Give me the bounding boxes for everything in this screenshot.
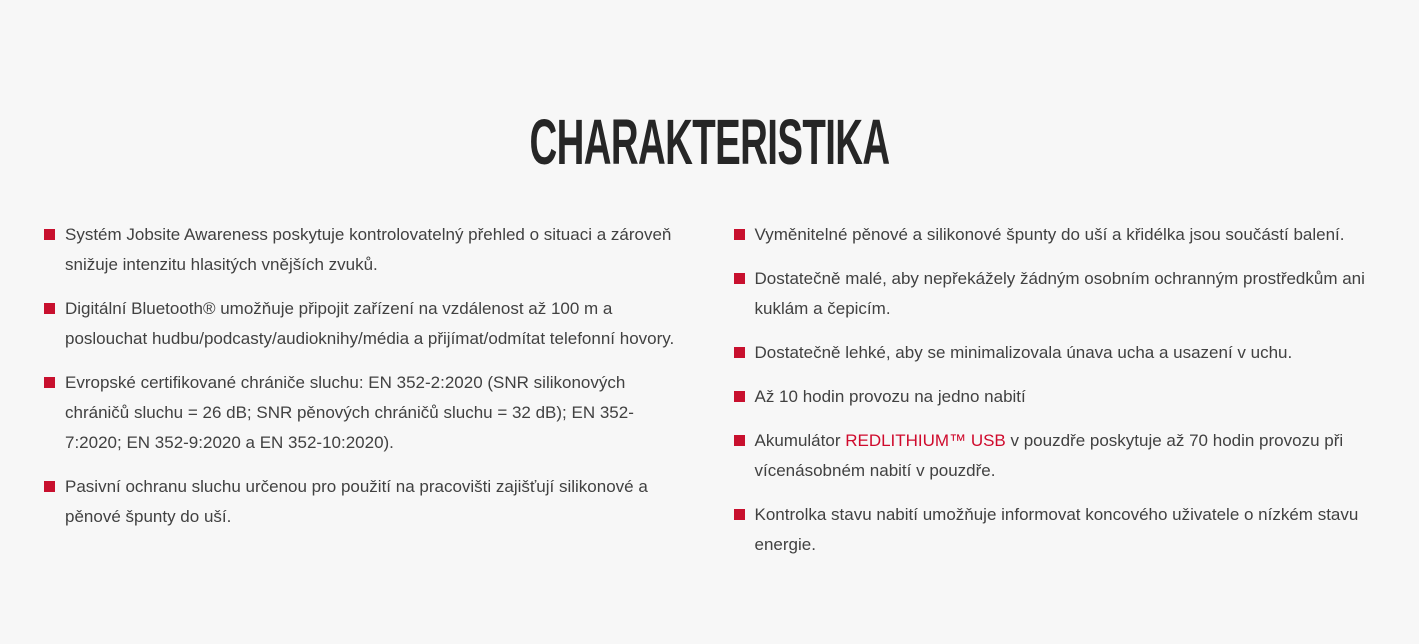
feature-item (734, 264, 1376, 324)
feature-item (44, 368, 686, 458)
feature-item (734, 338, 1376, 368)
red-square-bullet-icon (734, 229, 745, 240)
feature-item (734, 382, 1376, 412)
features-list-left (44, 220, 686, 546)
red-square-bullet-icon (734, 509, 745, 520)
red-square-bullet-icon (734, 273, 745, 284)
feature-text: Akumulátor REDLITHIUM™ USB v pouzdře poskytuje až 70 hodin provozu při vícenásobném nabití v pouzdře. (754, 431, 1344, 480)
redlithium-usb-link[interactable]: REDLITHIUM™ USB (845, 431, 1006, 450)
feature-text: Dostatečně malé, aby nepřekážely žádným osobním ochranným prostředkům ani kuklám a čepicím. (754, 269, 1365, 318)
feature-item (44, 472, 686, 532)
red-square-bullet-icon (44, 481, 55, 492)
feature-text: Kontrolka stavu nabití umožňuje informovat koncového uživatele o nízkém stavu energie. (754, 505, 1359, 554)
feature-item (44, 294, 686, 354)
red-square-bullet-icon (734, 435, 745, 446)
feature-text: Dostatečně lehké, aby se minimalizovala únava ucha a usazení v uchu. (754, 343, 1293, 362)
feature-text: Vyměnitelné pěnové a silikonové špunty do uší a křidélka jsou součástí balení. (754, 225, 1345, 244)
feature-item (734, 220, 1376, 250)
red-square-bullet-icon (44, 303, 55, 314)
feature-item (734, 426, 1376, 486)
features-list-right (734, 220, 1376, 574)
red-square-bullet-icon (44, 229, 55, 240)
feature-item (734, 500, 1376, 560)
feature-item (44, 220, 686, 280)
feature-text: Systém Jobsite Awareness poskytuje kontrolovatelný přehled o situaci a zároveň snižuje intenzitu hlasitých vnějších zvuků. (65, 225, 672, 274)
features-columns (44, 220, 1375, 574)
red-square-bullet-icon (734, 347, 745, 358)
characteristics-section (44, 0, 1375, 644)
section-title: CHARAKTERISTIKA (529, 106, 890, 178)
red-square-bullet-icon (44, 377, 55, 388)
feature-text: Až 10 hodin provozu na jedno nabití (754, 387, 1026, 406)
red-square-bullet-icon (734, 391, 745, 402)
feature-text: Digitální Bluetooth® umožňuje připojit zařízení na vzdálenost až 100 m a poslouchat hudbu/podcasty/audioknihy/média a přijímat/odmítat telefonní hovory. (65, 299, 675, 348)
feature-text: Pasivní ochranu sluchu určenou pro použití na pracovišti zajišťují silikonové a pěnové špunty do uší. (65, 477, 648, 526)
feature-text: Evropské certifikované chrániče sluchu: EN 352-2:2020 (SNR silikonových chráničů sluchu = 26 dB; SNR pěnových chráničů sluchu = 32 dB); EN 352-7:2020; EN 352-9:2020 a EN 352-10:2020). (65, 373, 634, 452)
